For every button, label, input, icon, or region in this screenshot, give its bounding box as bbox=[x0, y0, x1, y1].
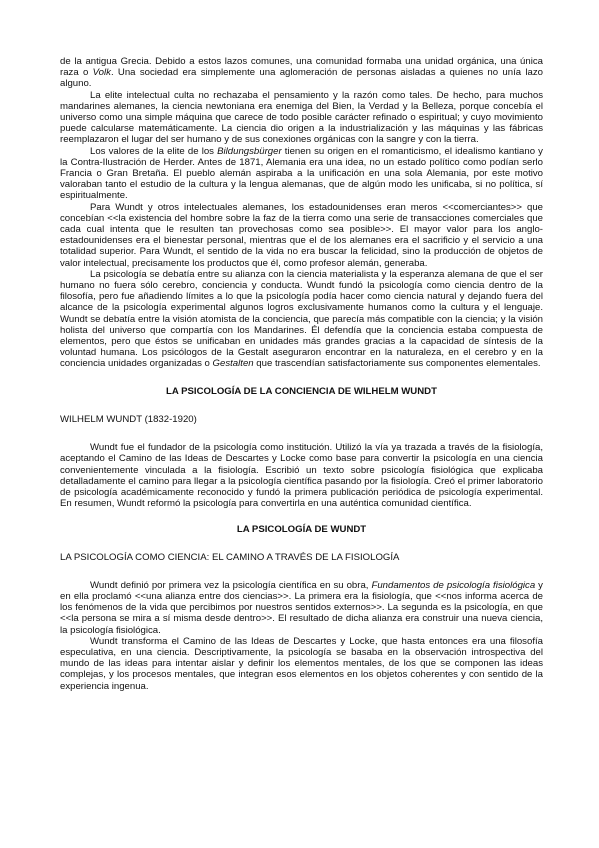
paragraph-fundamentos: Wundt definió por primera vez la psicología científica en su obra, Fundamentos de psicología fisiológica y en ella proclamó <<una alianza entre dos ciencias>>. La primera era la fisiología, que <<nos informa acerca de los fenómenos de la vida que percibimos por nuestros sentidos externos>>. La segunda es la psicología, en que <<la persona se mira a sí misma desde dentro>>. El resultado de dicha alianza era construir una nueva ciencia, la psicología fisiológica. bbox=[60, 579, 543, 636]
section-heading-conciencia: LA PSICOLOGÍA DE LA CONCIENCIA DE WILHELM WUNDT bbox=[166, 385, 437, 397]
section-heading-psicologia-wundt: LA PSICOLOGÍA DE WUNDT bbox=[236, 524, 367, 536]
paragraph-comerciantes: Para Wundt y otros intelectuales alemanes, los estadounidenses eran meros <<comerciantes>> que concebían <<la existencia del hombre sobre la faz de la tierra como una serie de transacciones comerciales que cada cual intenta que le resulten tan provechosas como sea posible>>. El mayor valor para los anglo-estadounidenses era el bienestar personal, mientras que el de los alemanes era el sacrificio y el servicio a una totalidad superior. Para Wundt, el sentido de la vida no era buscar la felicidad, sino la producción de objetos de valor intelectual, precisamente los productos que él, como profesor alemán, generaba. bbox=[60, 201, 543, 269]
paragraph-camino-ideas: Wundt transforma el Camino de las Ideas de Descartes y Locke, que hasta entonces era una filosofía especulativa, en una ciencia. Descriptivamente, la psicología se basaba en la observación introspectiva del mundo de las ideas para intentar aislar y definir los elementos mentales, de los que se componen las ideas complejas, y los procesos mentales, que integran esos elementos en los objetos coherentes y con sentido de la experiencia ingenua. bbox=[60, 635, 543, 692]
document-page bbox=[60, 56, 543, 692]
subheading-fisiologia: LA PSICOLOGÍA COMO CIENCIA: EL CAMINO A TRAVÉS DE LA FISIOLOGÍA bbox=[60, 551, 400, 563]
wundt-founder-section bbox=[60, 442, 543, 509]
paragraph-elite: La elite intelectual culta no rechazaba el pensamiento y la razón como tales. De hecho, para muchos mandarines alemanes, la ciencia newtoniana era enemiga del Bien, la Verdad y la Belleza, porque concebía el universo como una simple máquina que carece de todo posible carácter refinado o espiritual; y cuyo movimiento puede calcularse matemáticamente. La ciencia dio origen a la industrialización y las máquinas y las fábricas reemplazaron el lugar del ser humano y de sus conexiones orgánicas con la sangre y con la tierra. bbox=[60, 89, 543, 146]
paragraph-gestalt: La psicología se debatía entre su alianza con la ciencia materialista y la esperanza alemana de que el ser humano no fuera sólo cerebro, conciencia y conducta. Wundt fundó la psicología como ciencia dentro de la filosofía, pero fue añadiendo límites a lo que la psicología podía hacer como ciencia natural y dejando fuera del alcance de la psicología experimental algunos logros exclusivamente humanos como la cultura y el lenguaje. Wundt se debatía entre la visión atomista de la conciencia, que parecía más compatible con la ciencia; y la visión holista del universo que compartía con los Mandarines. Él defendía que la conciencia estaba compuesta de elementos, pero que éstos se unificaban en unidades más grandes gracias a la capacidad de síntesis de la voluntad humana. Los psicólogos de la Gestalt aseguraron encontrar en la naturaleza, en el cerebro y en la conciencia unidades organizadas o Gestalten que trascendían satisfactoriamente sus componentes elementales. bbox=[60, 268, 543, 370]
paragraph-volk: de la antigua Grecia. Debido a estos lazos comunes, una comunidad formaba una unidad orgánica, una única raza o Volk. Una sociedad era simplemente una aglomeración de personas aisladas a quienes no unía lazo alguno. bbox=[60, 56, 543, 90]
intro-section bbox=[60, 56, 543, 370]
paragraph-founder: Wundt fue el fundador de la psicología como institución. Utilizó la vía ya trazada a través de la fisiología, aceptando el Camino de las Ideas de Descartes y Locke como base para convertir la psicología en una ciencia convenientemente vinculada a la fisiología. Escribió un texto sobre psicología fisiológica que explicaba detalladamente el camino para llegar a la psicología científica pasando por la fisiología. Creó el primer laboratorio de psicología académicamente reconocido y fundó la primera publicación periódica de psicología experimental. En resumen, Wundt reformó la psicología para convertirla en una auténtica comunidad científica. bbox=[60, 442, 543, 510]
subheading-wundt-dates: WILHELM WUNDT (1832-1920) bbox=[60, 413, 197, 425]
paragraph-bildungsburger: Los valores de la elite de los Bildungsbürger tienen su origen en el romanticismo, el idealismo kantiano y la Contra-Ilustración de Herder. Antes de 1871, Alemania era una idea, no un estado político como podían serlo Francia o Gran Bretaña. El pueblo alemán aspiraba a la unificación en una sola Alemania, por este motivo valoraban tanto el estudio de la cultura y la lengua alemanas, que de algún modo les unificaba, si no política, sí espiritualmente. bbox=[60, 145, 543, 202]
fisiologia-section bbox=[60, 580, 543, 692]
